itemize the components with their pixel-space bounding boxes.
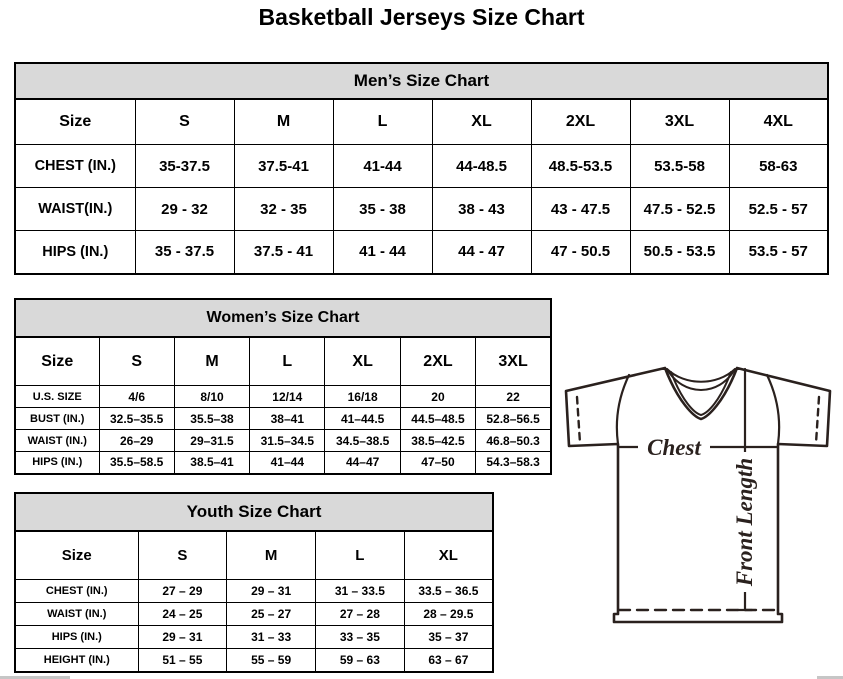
size-column-header: Size	[15, 337, 99, 386]
cell: 41–44	[250, 452, 325, 474]
cell: 22	[476, 386, 551, 408]
chest-measure-label: Chest	[647, 435, 701, 460]
column-header: 4XL	[729, 99, 828, 145]
cell: 44 - 47	[432, 231, 531, 274]
cell: 46.8–50.3	[476, 430, 551, 452]
jersey-outline	[566, 368, 830, 622]
column-header: 2XL	[400, 337, 475, 386]
table-row	[15, 231, 828, 274]
row-label: HEIGHT (IN.)	[15, 649, 138, 672]
cell: 47–50	[400, 452, 475, 474]
cell: 35 - 38	[333, 188, 432, 231]
cell: 31 – 33	[227, 626, 316, 649]
cell: 63 – 67	[404, 649, 493, 672]
cell: 48.5-53.5	[531, 145, 630, 188]
cell: 43 - 47.5	[531, 188, 630, 231]
cell: 38 - 43	[432, 188, 531, 231]
cell: 16/18	[325, 386, 400, 408]
left-cuff-stitch	[577, 397, 580, 443]
womens-size-table	[14, 336, 552, 475]
column-header: XL	[432, 99, 531, 145]
table-row	[15, 603, 493, 626]
column-header: L	[316, 531, 405, 580]
cell: 53.5-58	[630, 145, 729, 188]
table-row	[15, 626, 493, 649]
row-label: HIPS (IN.)	[15, 626, 138, 649]
cell: 35.5–38	[174, 408, 249, 430]
youth-size-table	[14, 530, 494, 673]
cell: 41-44	[333, 145, 432, 188]
column-header: S	[138, 531, 227, 580]
cell: 33 – 35	[316, 626, 405, 649]
cell: 20	[400, 386, 475, 408]
row-label: WAIST (IN.)	[15, 603, 138, 626]
column-header: S	[99, 337, 174, 386]
cell: 35 – 37	[404, 626, 493, 649]
cell: 28 – 29.5	[404, 603, 493, 626]
row-label: U.S. SIZE	[15, 386, 99, 408]
size-column-header: Size	[15, 531, 138, 580]
row-label: BUST (IN.)	[15, 408, 99, 430]
front-length-measure-label: Front Length	[732, 457, 757, 587]
cell: 59 – 63	[316, 649, 405, 672]
cell: 33.5 – 36.5	[404, 580, 493, 603]
cell: 26–29	[99, 430, 174, 452]
cell: 44.5–48.5	[400, 408, 475, 430]
cell: 24 – 25	[138, 603, 227, 626]
youth-chart-title: Youth Size Chart	[14, 492, 494, 532]
cell: 52.5 - 57	[729, 188, 828, 231]
cell: 50.5 - 53.5	[630, 231, 729, 274]
header-row	[15, 337, 551, 386]
youth-size-chart-section	[14, 492, 494, 673]
size-column-header: Size	[15, 99, 135, 145]
cell: 29–31.5	[174, 430, 249, 452]
mens-size-table	[14, 98, 829, 275]
row-label: HIPS (IN.)	[15, 452, 99, 474]
column-header: L	[333, 99, 432, 145]
column-header: M	[227, 531, 316, 580]
row-label: CHEST (IN.)	[15, 580, 138, 603]
cell: 44-48.5	[432, 145, 531, 188]
column-header: L	[250, 337, 325, 386]
womens-size-chart-section	[14, 298, 552, 475]
cell: 31 – 33.5	[316, 580, 405, 603]
cell: 54.3–58.3	[476, 452, 551, 474]
table-row	[15, 452, 551, 474]
cell: 35.5–58.5	[99, 452, 174, 474]
table-row	[15, 580, 493, 603]
cell: 52.8–56.5	[476, 408, 551, 430]
cell: 55 – 59	[227, 649, 316, 672]
jersey-measurement-diagram	[556, 356, 840, 626]
cell: 53.5 - 57	[729, 231, 828, 274]
cell: 37.5 - 41	[234, 231, 333, 274]
row-label: WAIST(IN.)	[15, 188, 135, 231]
table-row	[15, 188, 828, 231]
cell: 31.5–34.5	[250, 430, 325, 452]
collar-band-arc-1	[667, 369, 735, 382]
column-header: S	[135, 99, 234, 145]
column-header: 3XL	[630, 99, 729, 145]
cell: 12/14	[250, 386, 325, 408]
cell: 44–47	[325, 452, 400, 474]
cell: 34.5–38.5	[325, 430, 400, 452]
left-sleeve-seam	[617, 375, 629, 444]
womens-chart-title: Women’s Size Chart	[14, 298, 552, 338]
cell: 32.5–35.5	[99, 408, 174, 430]
cell: 47.5 - 52.5	[630, 188, 729, 231]
table-row	[15, 430, 551, 452]
cell: 29 - 32	[135, 188, 234, 231]
cell: 35-37.5	[135, 145, 234, 188]
column-header: 2XL	[531, 99, 630, 145]
cell: 35 - 37.5	[135, 231, 234, 274]
right-cuff-stitch	[816, 397, 819, 443]
cell: 4/6	[99, 386, 174, 408]
cell: 38.5–41	[174, 452, 249, 474]
header-row	[15, 99, 828, 145]
header-row	[15, 531, 493, 580]
column-header: 3XL	[476, 337, 551, 386]
table-row	[15, 386, 551, 408]
cell: 32 - 35	[234, 188, 333, 231]
cell: 47 - 50.5	[531, 231, 630, 274]
column-header: M	[234, 99, 333, 145]
page-title: Basketball Jerseys Size Chart	[258, 4, 585, 30]
cell: 25 – 27	[227, 603, 316, 626]
row-label: CHEST (IN.)	[15, 145, 135, 188]
mens-chart-title: Men’s Size Chart	[14, 62, 829, 100]
cell: 38.5–42.5	[400, 430, 475, 452]
cell: 29 – 31	[227, 580, 316, 603]
table-row	[15, 649, 493, 672]
cell: 38–41	[250, 408, 325, 430]
column-header: M	[174, 337, 249, 386]
cell: 37.5-41	[234, 145, 333, 188]
right-sleeve-seam	[767, 375, 779, 444]
column-header: XL	[404, 531, 493, 580]
cell: 41 - 44	[333, 231, 432, 274]
cell: 58-63	[729, 145, 828, 188]
cell: 51 – 55	[138, 649, 227, 672]
cell: 27 – 28	[316, 603, 405, 626]
cell: 29 – 31	[138, 626, 227, 649]
cell: 27 – 29	[138, 580, 227, 603]
table-row	[15, 145, 828, 188]
cell: 8/10	[174, 386, 249, 408]
row-label: WAIST (IN.)	[15, 430, 99, 452]
column-header: XL	[325, 337, 400, 386]
mens-size-chart-section	[14, 62, 829, 275]
row-label: HIPS (IN.)	[15, 231, 135, 274]
cell: 41–44.5	[325, 408, 400, 430]
table-row	[15, 408, 551, 430]
